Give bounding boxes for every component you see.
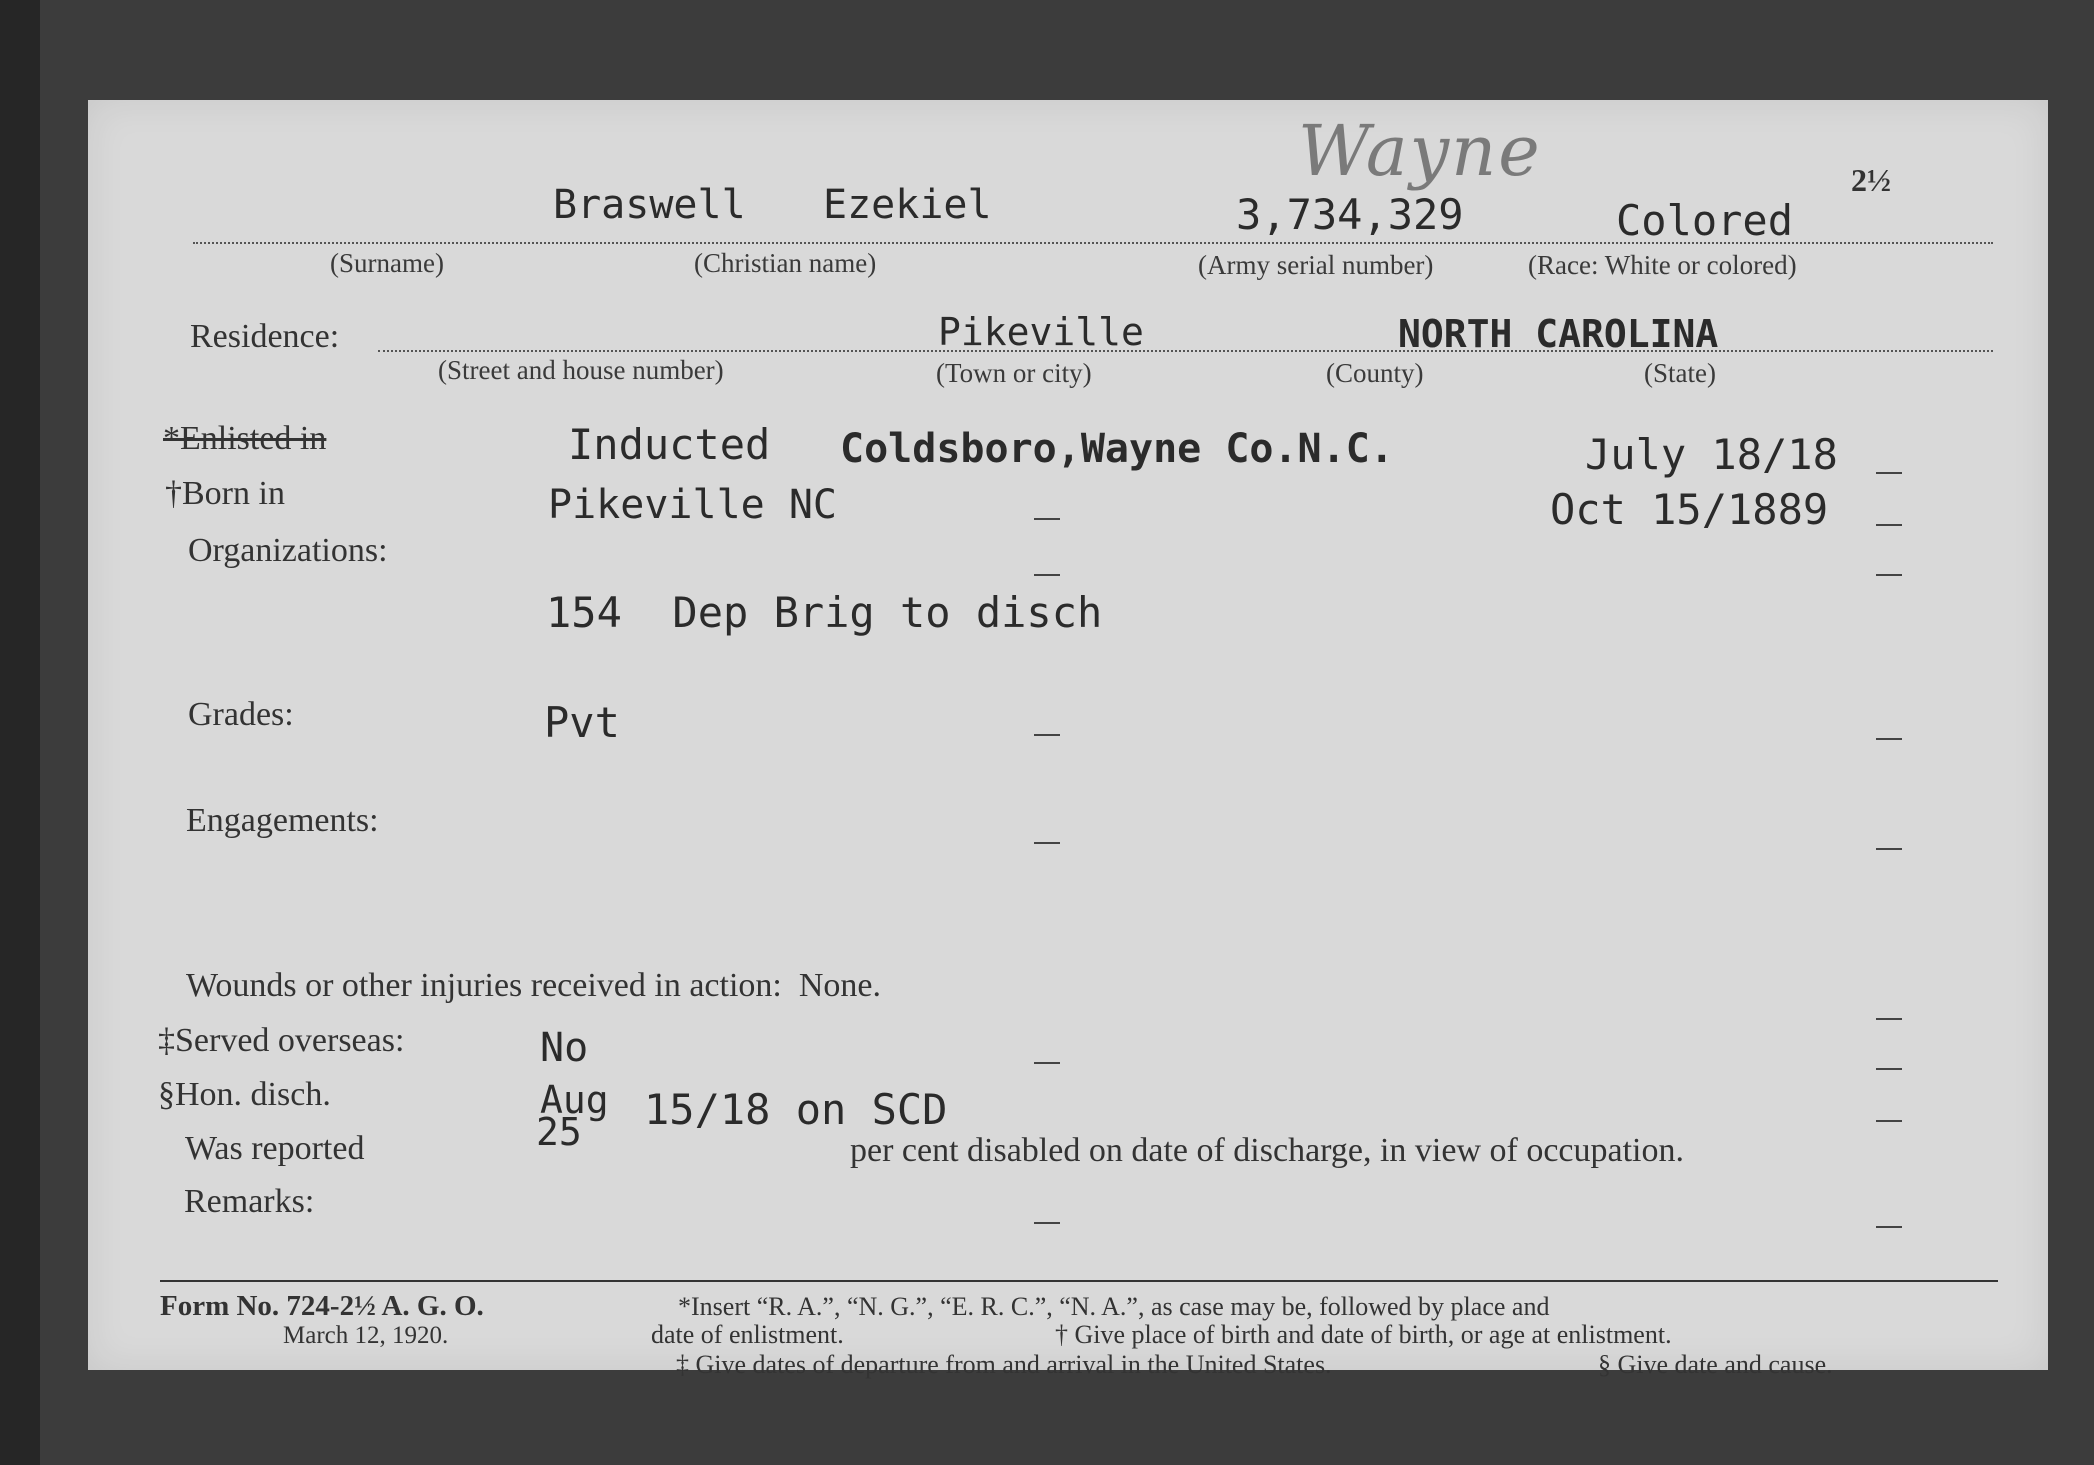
residence-town: Pikeville <box>938 310 1144 354</box>
caption-state: (State) <box>1644 358 1716 388</box>
footnote-insert-line1: *Insert “R. A.”, “N. G.”, “E. R. C.”, “N. A.”, as case may be, followed by place and <box>678 1292 1550 1321</box>
overseas-label: ‡Served overseas: <box>158 1022 405 1059</box>
discharge-month: Aug <box>540 1078 609 1122</box>
organizations-label: Organizations: <box>188 532 388 569</box>
county-handwritten: Wayne <box>1298 110 1542 192</box>
service-record-card <box>88 100 2048 1379</box>
residence-label: Residence: <box>190 318 340 355</box>
dash <box>1876 1018 1902 1020</box>
remarks-label: Remarks: <box>184 1183 315 1220</box>
caption-county: (County) <box>1326 358 1424 388</box>
header-line <box>193 242 1993 244</box>
discharge-label: §Hon. disch. <box>158 1076 331 1113</box>
reported-percent: 25 <box>536 1110 582 1154</box>
dash <box>1876 472 1902 474</box>
reported-label: Was reported <box>185 1130 365 1167</box>
serial-number-value: 3,734,329 <box>1236 190 1464 239</box>
footnote-insert-line2: date of enlistment. <box>651 1320 844 1349</box>
discharge-rest: 15/18 on SCD <box>644 1085 948 1134</box>
organizations-value: 154 Dep Brig to disch <box>546 588 1103 637</box>
scan-background <box>0 0 40 1465</box>
overseas-value: No <box>540 1025 589 1071</box>
engagements-label: Engagements: <box>186 802 379 839</box>
caption-town: (Town or city) <box>936 358 1092 388</box>
dash <box>1034 574 1060 576</box>
dash <box>1034 1062 1060 1064</box>
birth-place: Pikeville NC <box>548 482 837 528</box>
enlistment-date: July 18/18 <box>1585 430 1838 479</box>
footer-rule <box>160 1280 1998 1282</box>
form-fraction: 2½ <box>1851 162 1891 198</box>
dash <box>1876 848 1902 850</box>
christian-name-value: Ezekiel <box>823 182 992 228</box>
grades-value: Pvt <box>544 698 620 747</box>
birth-date: Oct 15/1889 <box>1550 485 1829 534</box>
reported-text: per cent disabled on date of discharge, in view of occupation. <box>850 1132 1684 1169</box>
dash <box>1876 738 1902 740</box>
caption-street: (Street and house number) <box>438 355 724 385</box>
race-value: Colored <box>1616 196 1794 245</box>
dash <box>1034 734 1060 736</box>
wounds-text: Wounds or other injuries received in action: None. <box>186 967 882 1004</box>
footnote-birth: † Give place of birth and date of birth, or age at enlistment. <box>1055 1320 1672 1349</box>
grades-label: Grades: <box>188 696 294 733</box>
dash <box>1034 842 1060 844</box>
dash <box>1034 1222 1060 1224</box>
enlistment-type: Inducted <box>568 420 771 469</box>
dash <box>1876 1120 1902 1122</box>
form-date: March 12, 1920. <box>283 1322 449 1349</box>
residence-line <box>378 350 1993 352</box>
footnote-overseas: ‡ Give dates of departure from and arrival in the United States. <box>676 1350 1332 1379</box>
enlistment-place: Coldsboro,Wayne Co.N.C. <box>840 426 1394 472</box>
caption-race: (Race: White or colored) <box>1528 250 1797 280</box>
caption-serial: (Army serial number) <box>1198 250 1434 280</box>
form-number: Form No. 724-2½ A. G. O. <box>160 1290 484 1322</box>
dash <box>1876 574 1902 576</box>
dash <box>1034 518 1060 520</box>
born-label: †Born in <box>165 475 285 512</box>
surname-value: Braswell <box>553 182 746 228</box>
caption-christian-name: (Christian name) <box>694 248 877 278</box>
dash <box>1876 524 1902 526</box>
residence-state: NORTH CAROLINA <box>1398 312 1719 356</box>
footnote-discharge: § Give date and cause. <box>1598 1350 1833 1379</box>
dash <box>1876 1226 1902 1228</box>
dash <box>1876 1068 1902 1070</box>
caption-surname: (Surname) <box>330 248 444 278</box>
enlisted-label: *Enlisted in <box>163 420 327 457</box>
